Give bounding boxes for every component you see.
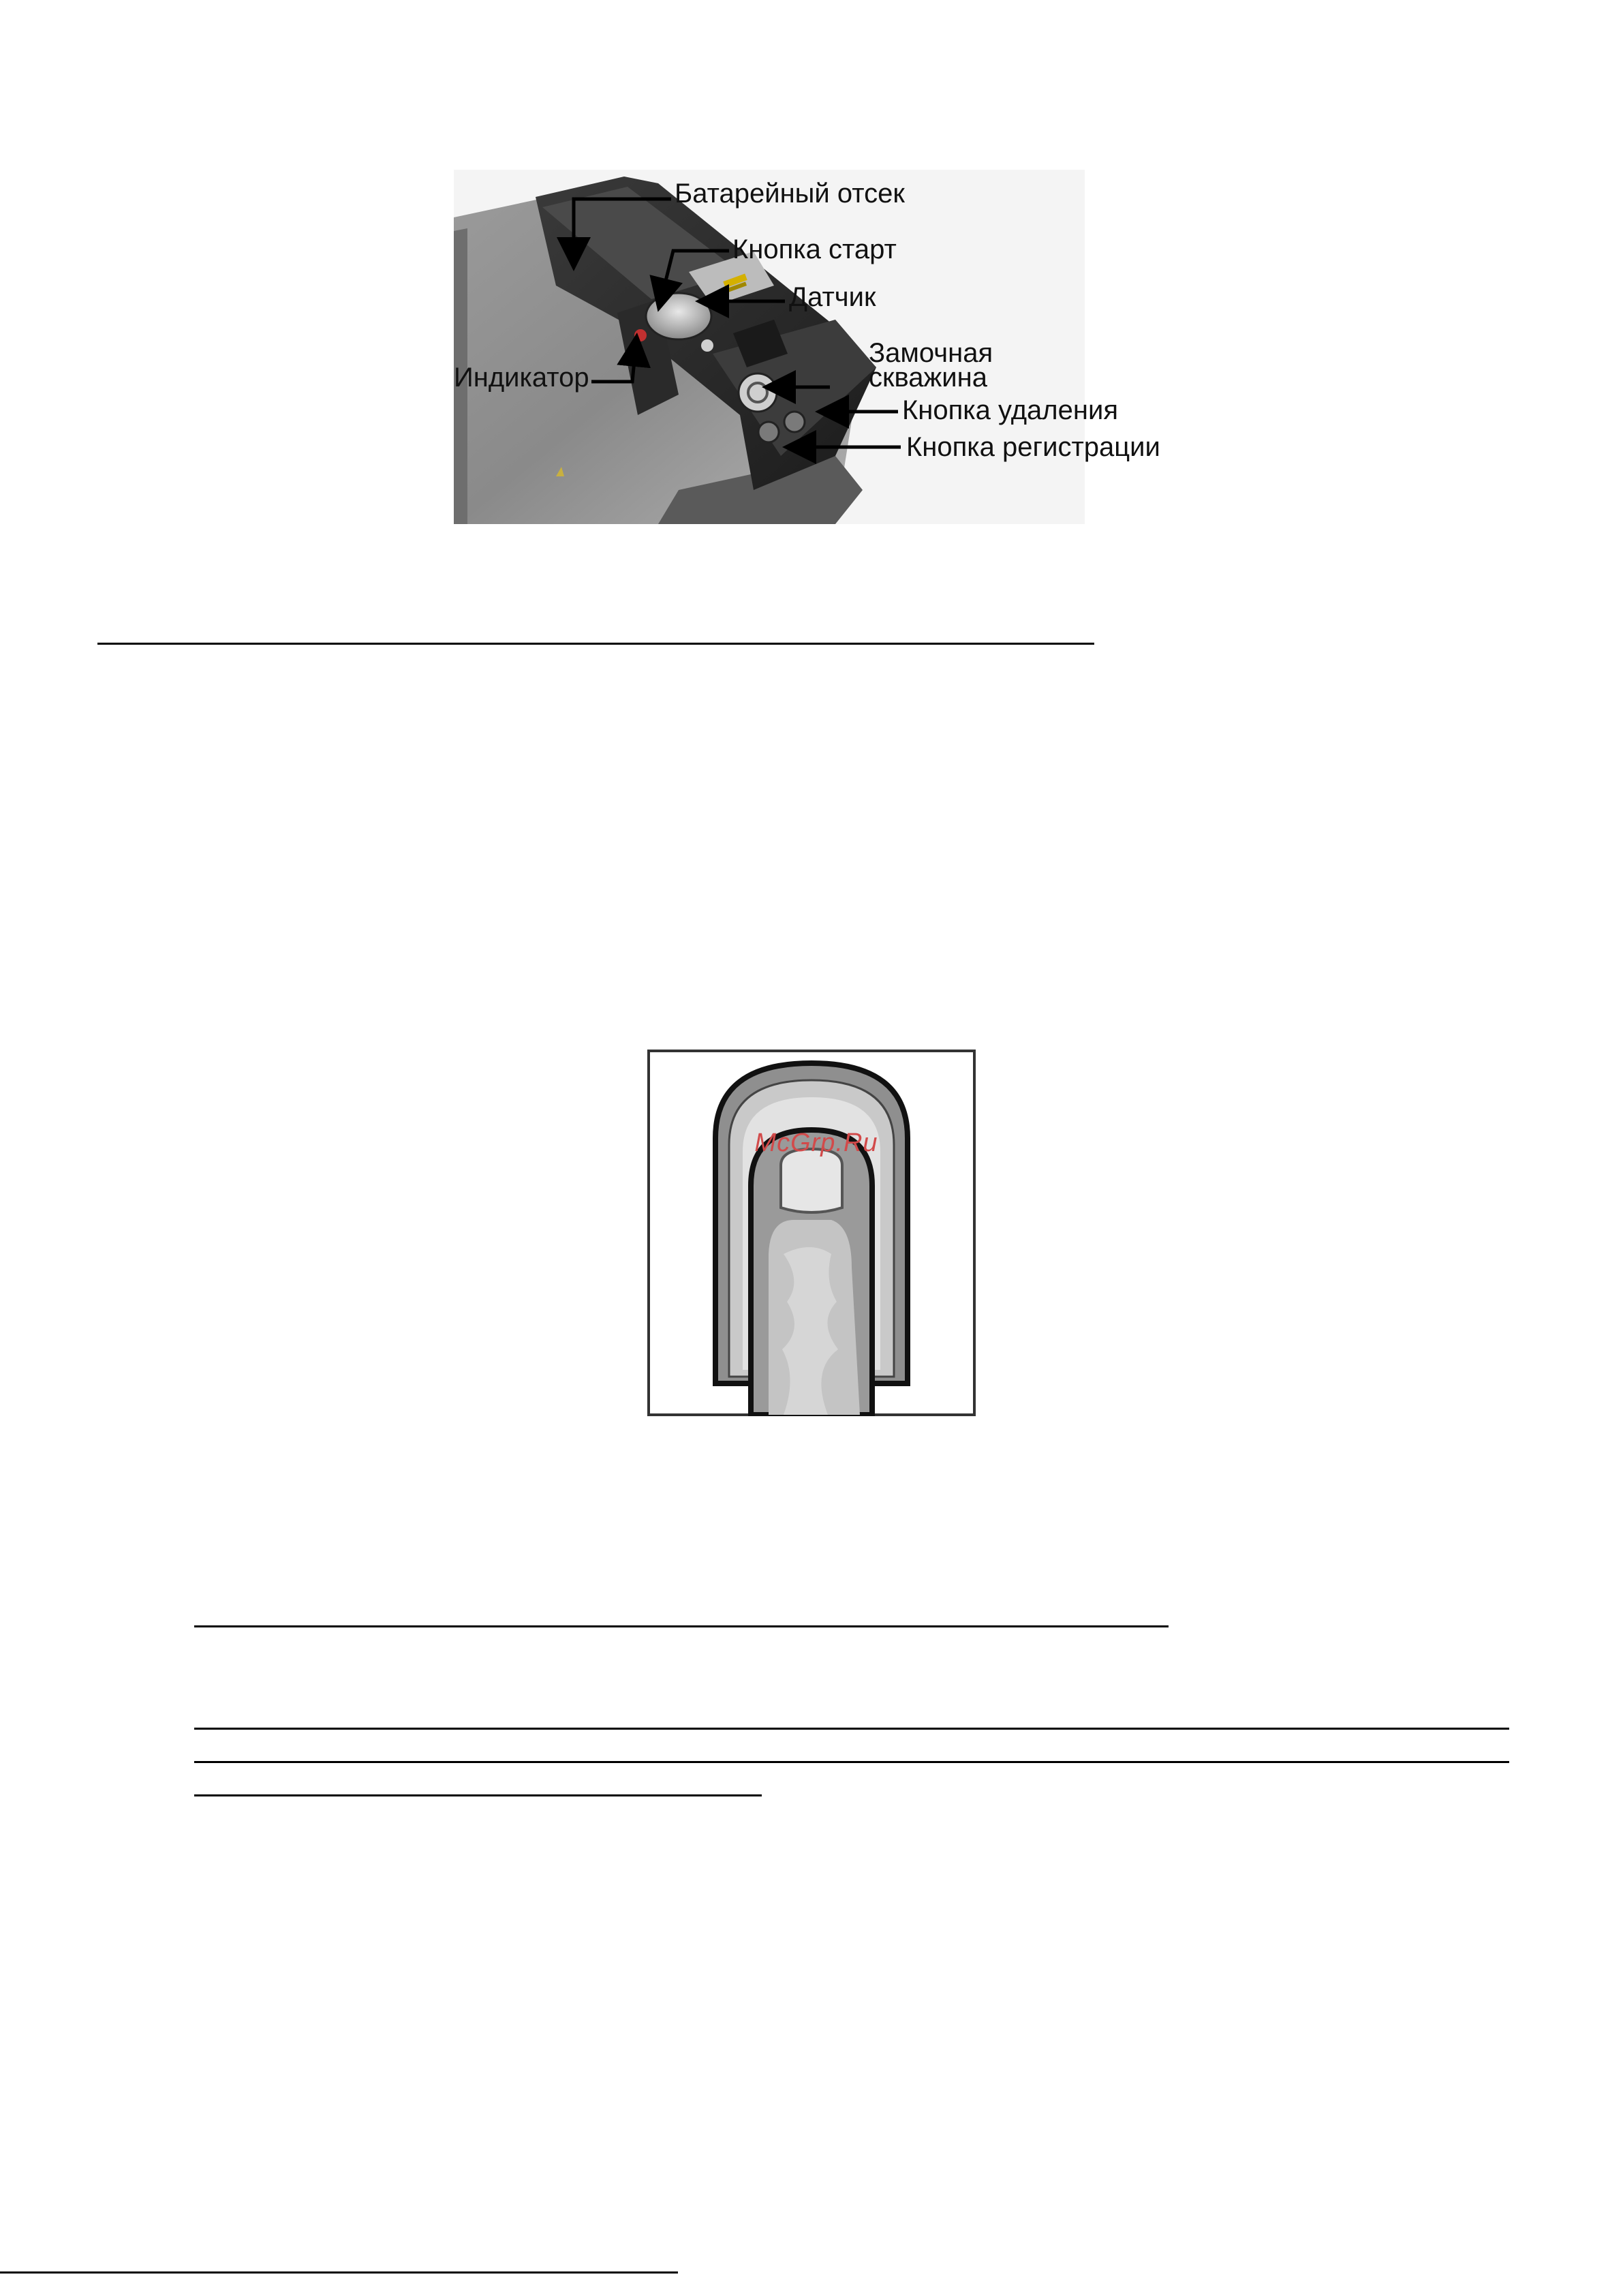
text-rule (194, 1794, 762, 1796)
text-rule (194, 1625, 1169, 1627)
callout-keyhole-label-line2: скважина (869, 363, 987, 393)
text-rule (194, 1728, 1509, 1730)
device-figure (0, 0, 1623, 545)
text-rule (97, 643, 1094, 645)
callout-start-button-label: Кнопка старт (732, 234, 897, 264)
callout-keyhole-label-line1: Замочная (869, 338, 993, 368)
callout-register-button-label: Кнопка регистрации (906, 432, 1160, 462)
finger-on-sensor-illustration (647, 1050, 976, 1416)
callout-delete-button-label: Кнопка удаления (902, 395, 1118, 425)
callout-indicator-label: Индикатор (454, 363, 589, 393)
callout-sensor-label: Датчик (789, 282, 876, 312)
callout-arrows (0, 0, 1623, 545)
footnote-rule (0, 2271, 678, 2274)
text-rule (194, 1761, 1509, 1763)
watermark-text: McGrp.Ru (754, 1129, 878, 1157)
finger-figure (647, 1050, 976, 1416)
callout-battery-label: Батарейный отсек (675, 179, 905, 209)
